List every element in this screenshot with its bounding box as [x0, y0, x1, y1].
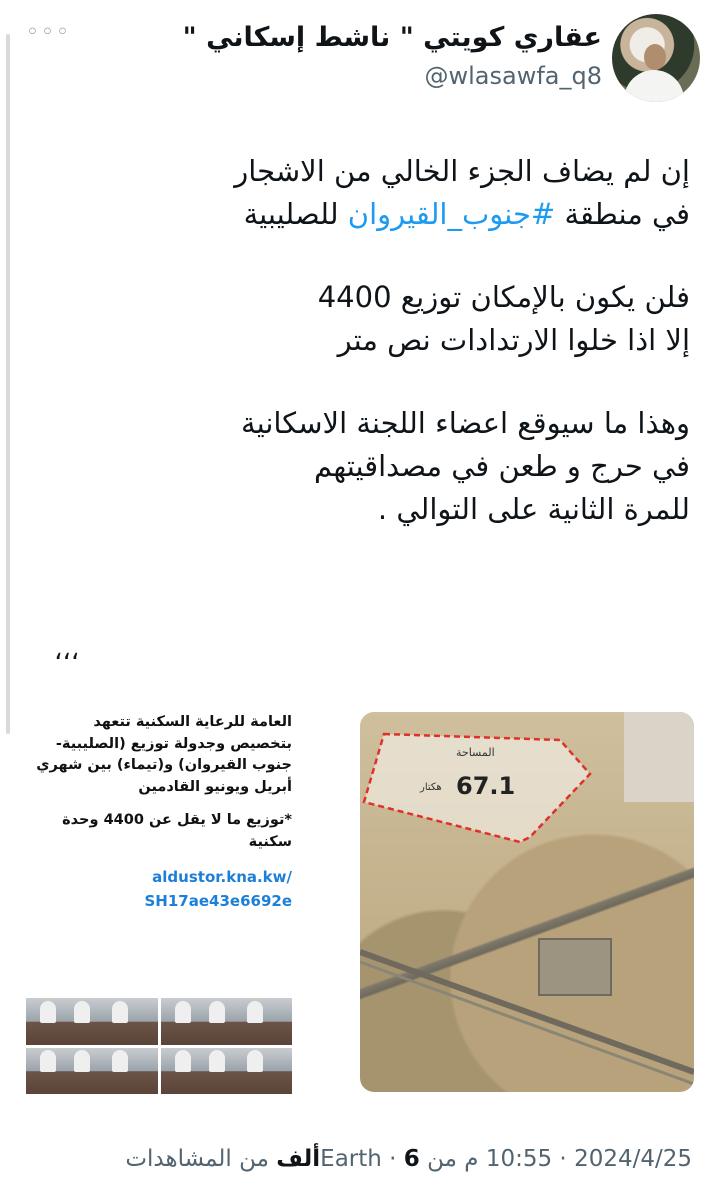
meeting-photo	[161, 998, 293, 1045]
tweet-line: للمرة الثانية على التوالي .	[377, 492, 690, 526]
map-area-label: المساحة	[456, 746, 495, 759]
avatar-face	[644, 44, 666, 70]
news-card-link	[32, 865, 292, 913]
tweet-line: إلا اذا خلوا الارتدادات نص متر	[337, 323, 690, 357]
avatar[interactable]	[612, 14, 700, 102]
map-outline-shape	[360, 712, 694, 1092]
meeting-photo	[161, 1048, 293, 1095]
tweet-date[interactable]: 2024/4/25	[574, 1146, 692, 1172]
tweet-line: وهذا ما سيوقع اعضاء اللجنة الاسكانية	[241, 406, 690, 440]
more-options-icon[interactable]: ◦◦◦	[26, 20, 71, 45]
author-name[interactable]: عقاري كويتي " ناشط إسكاني "	[182, 22, 602, 53]
hashtag-link[interactable]: #جنوب_القيروان	[347, 197, 556, 231]
news-card-image[interactable]	[22, 708, 300, 1096]
map-area-unit: هكتار	[420, 782, 442, 793]
tweet-time[interactable]: 10:55 م	[464, 1146, 553, 1172]
media-attachment[interactable]	[22, 708, 698, 1096]
news-card-paragraph: العامة للرعاية السكنية تتعهد بتخصيص وجدولة توزيع (الصليبية-جنوب القيروان) و(تيماء) بين شهري أبريل ويونيو القادمين	[36, 714, 292, 795]
meeting-photos	[26, 998, 292, 1094]
quote-mark: ،،،	[54, 636, 80, 666]
meeting-photo	[26, 998, 158, 1045]
tweet-line: إن لم يضاف الجزء الخالي من الاشجار	[234, 154, 690, 188]
tweet-metadata	[125, 1146, 692, 1172]
tweet-line: في حرج و طعن في مصداقيتهم	[314, 449, 690, 483]
tweet-line-suffix: للصليبية	[243, 197, 348, 231]
view-count[interactable]: 6ألف	[276, 1146, 420, 1172]
view-count-label: من المشاهدات	[125, 1146, 277, 1172]
meeting-photo	[26, 1048, 158, 1095]
map-compound	[538, 938, 612, 996]
separator: ·	[381, 1146, 404, 1172]
news-card-paragraph: *توزيع ما لا يقل عن 4400 وحدة سكنية	[62, 812, 292, 850]
separator: ·	[552, 1146, 575, 1172]
author-handle[interactable]: @wlasawfa_q8	[424, 62, 602, 90]
map-area-value: 67.1	[456, 772, 516, 800]
news-card-text	[32, 712, 292, 913]
scrollbar[interactable]	[6, 34, 10, 734]
tweet-line	[50, 193, 690, 236]
news-card-link-line: aldustor.kna.kw/	[152, 868, 292, 886]
tweet-text	[50, 150, 690, 531]
tweet-line: فلن يكون بالإمكان توزيع 4400	[317, 280, 690, 314]
tweet-line-prefix: في منطقة	[555, 197, 690, 231]
avatar-robe	[624, 70, 684, 102]
satellite-map-image[interactable]	[360, 712, 694, 1092]
news-card-link-line: SH17ae43e6692e	[144, 892, 292, 910]
tweet-source: من Earth	[320, 1146, 465, 1172]
